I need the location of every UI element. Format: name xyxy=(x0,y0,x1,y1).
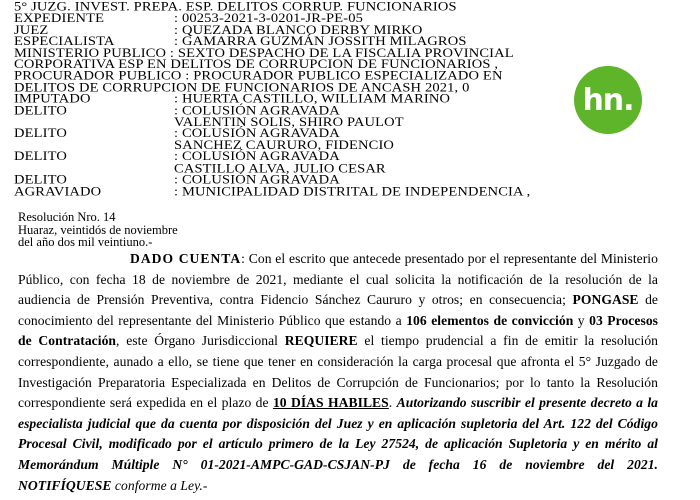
requiere: REQUIERE xyxy=(284,333,358,349)
header-row-name xyxy=(14,163,694,175)
body-text: , este Órgano Jurisdiccional xyxy=(116,333,285,349)
header-label: DELITO xyxy=(14,173,67,187)
procurador-line-1: PROCURADOR PUBLICO : PROCURADOR PUBLICO ESPECIALIZADO EN xyxy=(14,69,503,84)
elementos-conviccion: 106 elementos de convicción xyxy=(406,312,574,328)
header-value: : COLUSIÓN AGRAVADA xyxy=(174,150,340,164)
header-label: DELITO xyxy=(14,127,67,141)
resolution-number: Resolución Nro. 14 xyxy=(18,210,116,224)
body-paragraph xyxy=(18,249,658,496)
header-value: : COLUSIÓN AGRAVADA xyxy=(174,173,340,187)
resolution-body xyxy=(18,249,658,496)
procesos-contratacion: 03 Procesos de Contratación xyxy=(18,312,659,349)
header-label: EXPEDIENTE xyxy=(14,11,105,26)
resolution-date-line-1: Huaraz, veintidós de noviembre xyxy=(18,222,178,237)
closing-text: conforme a Ley.- xyxy=(111,477,208,493)
plazo-dias: 10 DÍAS HABILES xyxy=(272,395,389,411)
header-value: VALENTIN SOLIS, SHIRO PAULOT xyxy=(174,115,404,130)
header-label: IMPUTADO xyxy=(14,92,91,107)
dado-cuenta: DADO CUENTA xyxy=(130,251,242,266)
hn-logo xyxy=(574,66,642,134)
procurador-line-2: DELITOS DE CORRUPCION DE FUNCIONARIOS DE ANCASH 2021, 0 xyxy=(14,80,470,95)
logo-dot: . xyxy=(623,82,634,118)
pongase: PONGASE xyxy=(572,292,639,308)
header-label: JUEZ xyxy=(14,23,49,38)
ministerio-line-1: MINISTERIO PUBLICO : SEXTO DESPACHO DE LA FISCALIA PROVINCIAL xyxy=(14,46,514,61)
logo-text: hn xyxy=(582,82,624,118)
body-text: . xyxy=(388,395,397,411)
resolution-date-line-2: del año dos mil veintiuno.- xyxy=(18,235,153,250)
header-label: ESPECIALISTA xyxy=(14,34,115,49)
header-value: : MUNICIPALIDAD DISTRITAL DE INDEPENDENCIA , xyxy=(174,184,531,199)
header-value: : QUEZADA BLANCO DERBY MIRKO xyxy=(174,23,423,38)
header-value: : GAMARRA GUZMÁN JOSSITH MILAGROS xyxy=(174,34,467,49)
header-value: CASTILLO ALVA, JULIO CESAR xyxy=(174,161,386,176)
header-label: DELITO xyxy=(14,150,67,164)
header-value: : HUERTA CASTILLO, WILLIAM MARINO xyxy=(174,92,451,107)
header-row-name xyxy=(14,140,694,152)
header-label: AGRAVIADO xyxy=(14,184,102,199)
header-value: : 00253-2021-3-0201-JR-PE-05 xyxy=(174,11,364,26)
body-text: y xyxy=(573,312,590,328)
header-value: SANCHEZ CAURURO, FIDENCIO xyxy=(174,138,395,153)
header-label: DELITO xyxy=(14,104,67,118)
autorizacion-text: Autorizando suscribir el presente decreto a la especialista judicial que da cuenta por disposición del Juez y en aplicación supletoria del Art. 122 del Código Procesal Civil, modificado por el artículo primero de la Ley 27524, de aplicación Supletoria y en mérito al Memorándum Múltiple N° 01-2021-AMPC-GAD-CSJAN-PJ de fecha 16 de noviembre del 2021. NOTIFÍQUESE xyxy=(18,395,658,493)
header-value: : COLUSIÓN AGRAVADA xyxy=(174,104,340,118)
ministerio-line-2: CORPORATIVA ESP EN DELITOS DE CORRUPCION DE FUNCIONARIOS , xyxy=(14,57,499,72)
header-row-agraviado xyxy=(14,186,694,198)
body-text: : Con el escrito que antecede presentado por el representante del Ministerio Público, con fecha 18 de noviembre de 2021, mediante el cual solicita la notificación de la resolución de la audiencia de Prensión Preventiva, contra Fidencio Sánchez Caururo y otros; en consecuencia; xyxy=(18,251,658,308)
header-value: : COLUSIÓN AGRAVADA xyxy=(174,127,340,141)
resolution-block xyxy=(18,211,178,249)
body-text: el tiempo prudencial a fin de emitir la resolución correspondiente, aunado a ello, se tiene que tener en consideración la carga procesal que afronta el 5° Juzgado de Investigación Preparatoria Especializada en Delitos de Corrupción de Funcionarios; por lo tanto la Resolución correspondiente será expedida en el plazo de xyxy=(18,333,659,411)
court-title: 5° JUZG. INVEST. PREPA. ESP. DELITOS CORRUP. FUNCIONARIOS xyxy=(14,0,457,15)
body-text: de conocimiento del representante del Ministerio Público que estando a xyxy=(18,292,658,328)
